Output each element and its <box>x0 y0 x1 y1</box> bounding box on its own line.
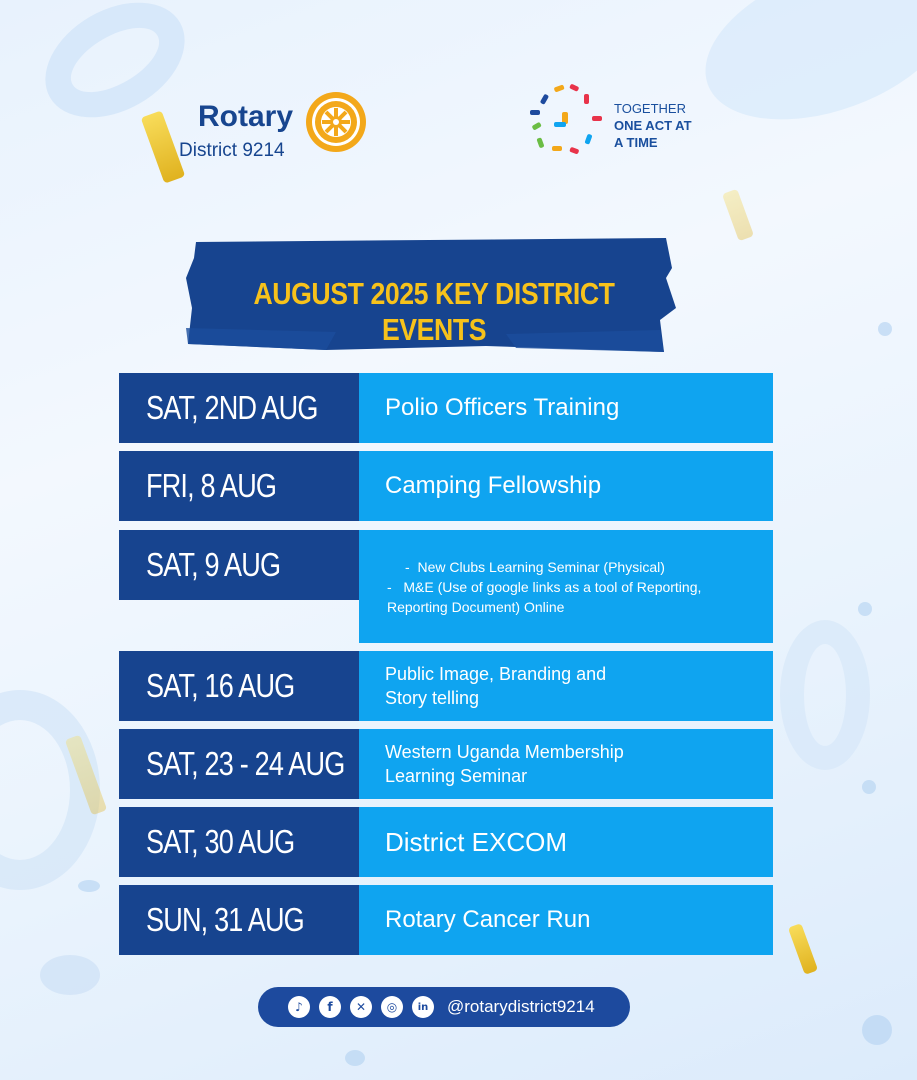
event-date-text: SAT, 2ND AUG <box>146 389 318 426</box>
event-row <box>119 373 773 443</box>
background-ring <box>780 620 870 770</box>
rotary-wordmark: Rotary <box>198 100 294 133</box>
rotary-wheel-icon <box>304 90 368 154</box>
background-dot <box>862 1015 892 1045</box>
facebook-icon[interactable]: f <box>319 996 341 1018</box>
x-icon[interactable]: ✕ <box>350 996 372 1018</box>
linkedin-icon[interactable]: in <box>412 996 434 1018</box>
background-dot <box>858 602 872 616</box>
event-bullet-text: M&E (Use of google links as a tool of Reporting, <box>403 578 702 595</box>
event-description-line: Public Image, Branding and <box>385 664 607 684</box>
event-date <box>119 807 359 877</box>
event-date <box>119 530 359 600</box>
event-description-line: Western Uganda Membership <box>385 742 624 762</box>
background-dot <box>78 880 100 892</box>
background-dot <box>862 780 876 794</box>
event-description <box>359 651 773 721</box>
event-bullet-continuation: Reporting Document) Online <box>387 598 565 615</box>
district-label: District 9214 <box>179 140 285 161</box>
event-bullet-item: - New Clubs Learning Seminar (Physical) <box>405 558 665 575</box>
background-dot <box>878 322 892 336</box>
background-dot <box>345 1050 365 1066</box>
event-row <box>119 530 773 643</box>
event-date <box>119 451 359 521</box>
event-date-text: SAT, 16 AUG <box>146 667 295 704</box>
event-description: Polio Officers Training <box>359 373 773 443</box>
together-tagline <box>614 100 692 151</box>
social-media-bar <box>258 987 630 1027</box>
event-date <box>119 729 359 799</box>
event-description-line: Story telling <box>385 688 480 708</box>
event-row <box>119 885 773 955</box>
event-bullet-item: - M&E (Use of google links as a tool of Reporting, <box>387 578 702 595</box>
event-row <box>119 807 773 877</box>
event-date-text: SAT, 30 AUG <box>146 823 295 860</box>
event-bullet-text: New Clubs Learning Seminar (Physical) <box>417 558 665 575</box>
event-date <box>119 651 359 721</box>
social-handle[interactable]: @rotarydistrict9214 <box>447 997 595 1016</box>
event-date-text: FRI, 8 AUG <box>146 467 277 504</box>
event-description <box>359 729 773 799</box>
event-date <box>119 885 359 955</box>
rotary-district-logo <box>176 90 376 160</box>
tiktok-icon[interactable]: ♪ <box>288 996 310 1018</box>
event-date-text: SAT, 23 - 24 AUG <box>146 745 345 782</box>
tagline-line-1: TOGETHER <box>614 101 686 116</box>
event-description: Rotary Cancer Run <box>359 885 773 955</box>
event-date <box>119 373 359 443</box>
event-date-text: SUN, 31 AUG <box>146 901 304 938</box>
event-row <box>119 729 773 799</box>
title-banner <box>186 238 682 352</box>
event-description: District EXCOM <box>359 807 773 877</box>
tagline-line-3: A TIME <box>614 135 658 150</box>
event-row <box>119 451 773 521</box>
confetti-ribbon <box>722 189 754 241</box>
page-title: AUGUST 2025 KEY DISTRICT EVENTS <box>253 276 615 347</box>
instagram-icon[interactable]: ◎ <box>381 996 403 1018</box>
event-description-line: Learning Seminar <box>385 766 528 786</box>
event-description: Camping Fellowship <box>359 451 773 521</box>
together-one-act-logo <box>524 82 724 162</box>
background-blob <box>40 955 100 995</box>
together-emblem-icon <box>524 82 606 162</box>
event-description <box>359 530 773 643</box>
event-row <box>119 651 773 721</box>
tagline-line-2: ONE ACT AT <box>614 118 692 133</box>
event-date-text: SAT, 9 AUG <box>146 546 281 583</box>
event-description-list <box>387 557 701 617</box>
confetti-ribbon <box>788 923 818 975</box>
